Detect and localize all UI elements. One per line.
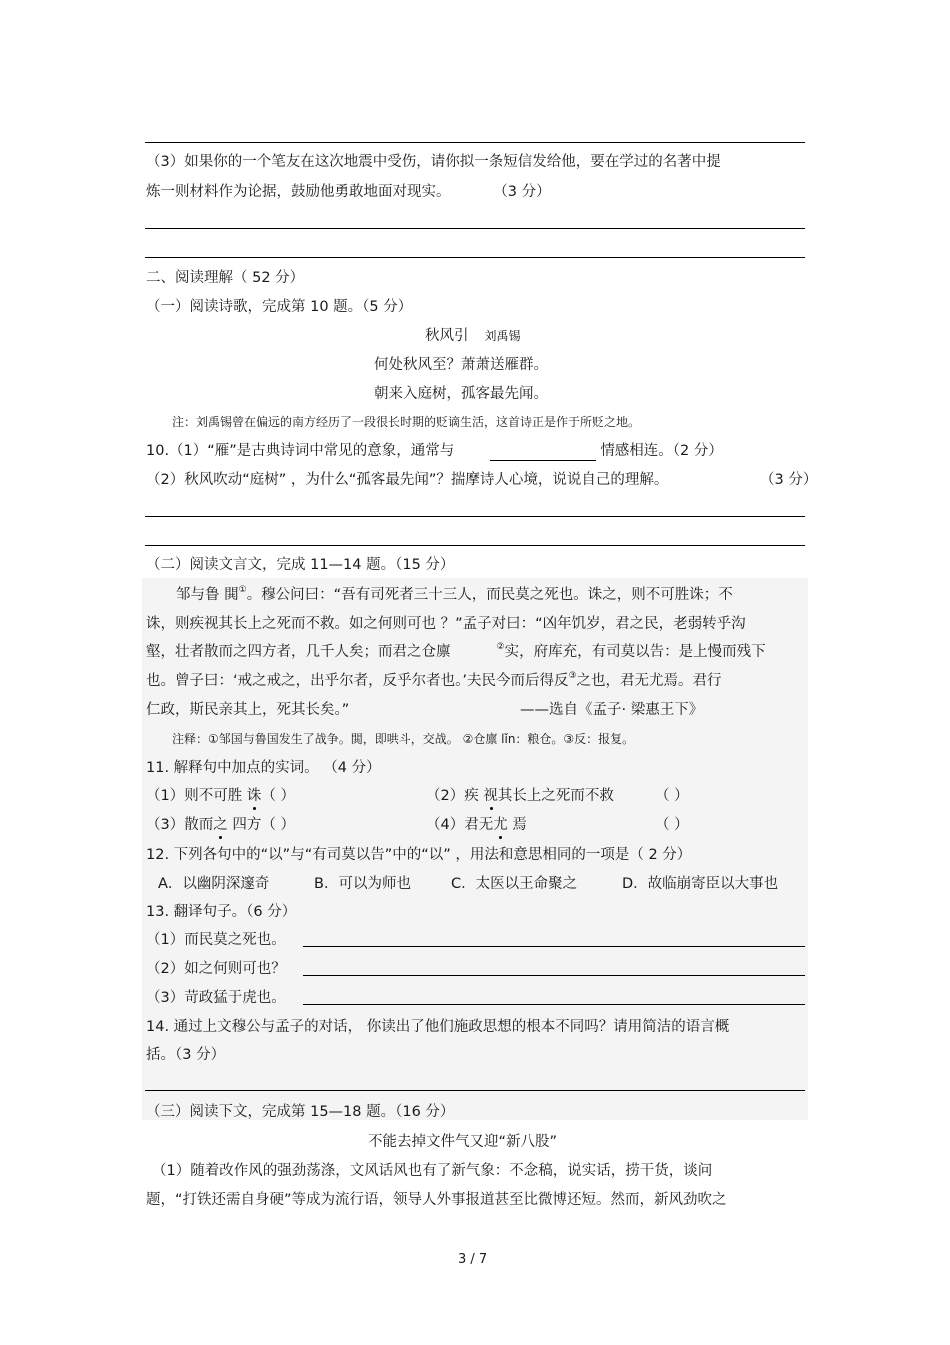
q14-line1: 14. 通过上文穆公与孟子的对话， 你读出了他们施政思想的根本不同吗？请用简洁的语言概 (146, 1019, 730, 1035)
classical-para-line: 仁政，斯民亲其上，死其长矣。” (146, 702, 350, 718)
q11-title: 11. 解释句中加点的实词。 （4 分） (146, 760, 381, 776)
answer-line (145, 228, 805, 229)
fill-blank[interactable] (490, 446, 596, 461)
answer-line (145, 1090, 805, 1091)
part1-instruction: （一）阅读诗歌，完成第 10 题。（5 分） (146, 299, 413, 315)
part3-instruction: （三）阅读下文，完成第 15—18 题。（16 分） (146, 1104, 455, 1120)
article-line: （1）随着改作风的强劲荡涤，文风话风也有了新气象：不念稿，说实话，捞干货，谈问 (152, 1163, 713, 1179)
q11-item-2-paren: （ ） (655, 788, 689, 804)
q13-title: 13. 翻译句子。（6 分） (146, 904, 297, 920)
q12-option-c[interactable]: C．太医以王命聚之 (451, 876, 578, 892)
q11-item-1: （1）则不可胜 诛（ ） (146, 788, 295, 804)
classical-para-line: 壑，壮者散而之四方者，几千人矣；而君之仓廪 ②实，府库充，有司莫以告：是上慢而残下 (146, 642, 766, 660)
part2-instruction: （二）阅读文言文，完成 11—14 题。（15 分） (146, 557, 455, 573)
q12-option-d[interactable]: D．故临崩寄臣以大事也 (622, 876, 779, 892)
q12-option-b[interactable]: B．可以为师也 (314, 876, 411, 892)
section-title: 二、阅读理解（ 52 分） (146, 270, 305, 286)
q13-item-3: （3）苛政猛于虎也。 (146, 990, 286, 1006)
classical-notes: 注释：①邹国与鲁国发生了战争。閧，即哄斗，交战。 ②仓廪 lǐn：粮仓。③反：报复。 (172, 732, 635, 746)
poem-line: 何处秋风至？萧萧送雁群。 (374, 357, 548, 373)
q10-2-score: （3 分） (760, 472, 818, 488)
article-title: 不能去掉文件气又迎“新八股” (368, 1134, 558, 1150)
q13-answer-line[interactable] (303, 1004, 805, 1005)
q13-item-1: （1）而民莫之死也。 (146, 932, 286, 948)
article-line: 题，“打铁还需自身硬”等成为流行语，领导人外事报道甚至比微博还短。然而，新风劲吹之 (146, 1192, 727, 1208)
answer-line (145, 545, 805, 546)
classical-source: ——选自《孟子· 梁惠王下》 (520, 702, 704, 718)
q11-item-4-paren: （ ） (655, 817, 689, 833)
q14-line2: 括。（3 分） (146, 1047, 226, 1063)
classical-para-line: 诛，则疾视其长上之死而不救。如之何则可也 ？”孟子对曰：“凶年饥岁，君之民，老弱转乎沟 (146, 616, 746, 632)
q10-1: 10.（1）“雁”是古典诗词中常见的意象，通常与 情感相连。（2 分） (146, 443, 723, 459)
poem-title: 秋风引 刘禹锡 (425, 328, 521, 344)
poem-note: 注：刘禹锡曾在偏远的南方经历了一段很长时期的贬谪生活，这首诗正是作于所贬之地。 (172, 415, 641, 429)
q11-item-2: （2）疾 视其长上之死而不救 (426, 788, 614, 804)
q3-line1: （3）如果你的一个笔友在这次地震中受伤，请你拟一条短信发给他，要在学过的名著中提 (146, 154, 721, 170)
q3-line2: 炼一则材料作为论据，鼓励他勇敢地面对现实。 （3 分） (146, 184, 551, 200)
q13-item-2: （2）如之何则可也？ (146, 961, 286, 977)
answer-line (145, 257, 805, 258)
q12-option-a[interactable]: A．以幽阴深邃奇 (158, 876, 270, 892)
q12-title: 12. 下列各句中的“以”与“有司莫以告”中的“以” ，用法和意思相同的一项是（ 2 分） (146, 847, 692, 863)
q13-answer-line[interactable] (303, 946, 805, 947)
q11-item-4: （4）君无尤 焉 (426, 817, 527, 833)
classical-para-line: 也。曾子曰：‘戒之戒之，出乎尔者，反乎尔者也。’夫民今而后得反③之也，君无尤焉。君行 (146, 671, 722, 689)
q10-2: （2）秋风吹动“庭树” ，为什么“孤客最先闻”？揣摩诗人心境，说说自己的理解。 (146, 472, 669, 488)
poem-line: 朝来入庭树，孤客最先闻。 (374, 386, 548, 402)
classical-para-line: 邹与鲁 閧①。穆公问曰：“吾有司死者三十三人，而民莫之死也。诛之，则不可胜诛；不 (176, 585, 733, 603)
q13-answer-line[interactable] (303, 975, 805, 976)
answer-line (145, 516, 805, 517)
q11-item-3: （3）散而之 四方（ ） (146, 817, 295, 833)
page-number: 3 / 7 (458, 1252, 488, 1267)
answer-line (145, 142, 805, 143)
